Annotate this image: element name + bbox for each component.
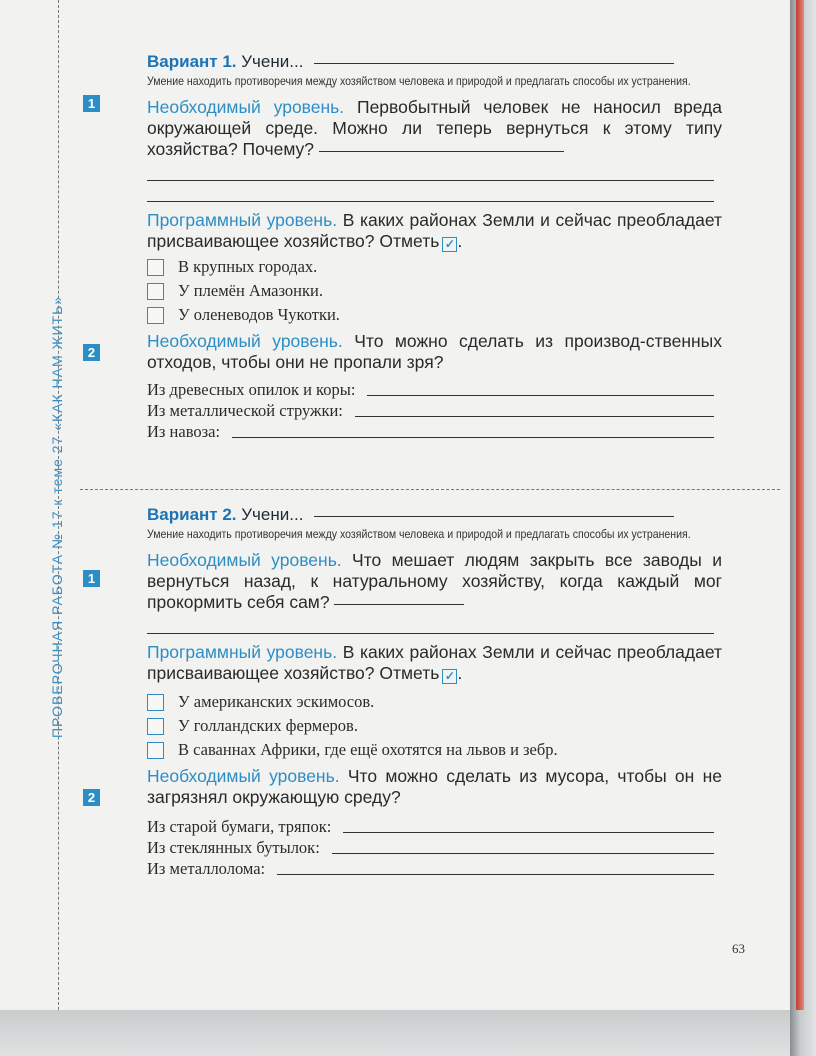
option-item[interactable]	[147, 255, 722, 279]
level-label: Необходимый уровень.	[147, 550, 342, 570]
answer-line[interactable]	[332, 853, 714, 854]
answer-line[interactable]	[355, 416, 714, 417]
answer-label: Из древесных опилок и коры:	[147, 380, 356, 399]
student-name-line[interactable]	[314, 63, 674, 64]
answer-line[interactable]	[147, 181, 714, 202]
variant-header	[147, 505, 722, 525]
option-item[interactable]	[147, 714, 722, 738]
answer-row	[147, 858, 714, 879]
question-text: Что можно сделать из производ-ственных отходов, чтобы они не пропали зря?	[147, 331, 722, 372]
answer-line[interactable]	[367, 395, 714, 396]
answer-label: Из металлической стружки:	[147, 401, 343, 420]
checkmark-icon: ✓	[442, 237, 457, 252]
skill-description: Умение находить противоречия между хозяйством человека и природой и предлагать способы их устранения.	[147, 74, 691, 88]
answer-label: Из навоза:	[147, 422, 221, 441]
question: Программный уровень. В каких районах Земли и сейчас преобладает присваивающее хозяйство? Отметь ✓ .	[147, 642, 722, 683]
page-number: 63	[732, 941, 745, 956]
question	[147, 550, 722, 613]
question-text: Первобытный человек не наносил вреда окружающей среде. Можно ли теперь вернуться к этому типу хозяйства? Почему?	[147, 97, 722, 159]
answer-line[interactable]	[147, 613, 714, 634]
question	[147, 766, 722, 808]
level-label: Необходимый уровень.	[147, 97, 345, 117]
question	[147, 331, 722, 373]
answer-label: Из старой бумаги, тряпок:	[147, 817, 332, 836]
option-item[interactable]	[147, 738, 722, 762]
question	[147, 97, 722, 160]
checkbox[interactable]	[147, 259, 164, 276]
task-number-badge: 1	[83, 95, 100, 112]
answers-list	[147, 379, 714, 442]
answer-row	[147, 400, 714, 421]
question-text: В каких районах Земли и сейчас преобладает присваивающее хозяйство? Отметь	[147, 642, 722, 683]
variant-title: Вариант 1.	[147, 52, 237, 71]
answer-line[interactable]	[343, 832, 714, 833]
level-label: Необходимый уровень.	[147, 766, 340, 786]
checkmark-icon: ✓	[442, 669, 457, 684]
options-list	[147, 690, 722, 762]
option-label: В крупных городах.	[178, 257, 318, 276]
side-label: ПРОВЕРОЧНАЯ РАБОТА № 17 к теме 27 «КАК НАМ ЖИТЬ»	[49, 295, 65, 738]
options-list	[147, 255, 722, 327]
student-name-line[interactable]	[314, 516, 674, 517]
option-item[interactable]	[147, 690, 722, 714]
task-number-badge: 2	[83, 344, 100, 361]
answer-row	[147, 837, 714, 858]
variant-title: Вариант 2.	[147, 505, 237, 524]
answer-label: Из стеклянных бутылок:	[147, 838, 320, 857]
task-number-badge: 2	[83, 789, 100, 806]
task-number-badge: 1	[83, 570, 100, 587]
answer-line[interactable]	[277, 874, 714, 875]
horizontal-cut-line	[80, 489, 780, 490]
cover-edge	[796, 0, 804, 1010]
question: Программный уровень. В каких районах Земли и сейчас преобладает присваивающее хозяйство? Отметь ✓ .	[147, 210, 722, 251]
option-item[interactable]	[147, 303, 722, 327]
checkbox[interactable]	[147, 694, 164, 711]
level-label: Необходимый уровень.	[147, 331, 343, 351]
answers-list	[147, 816, 714, 879]
variant-2	[147, 505, 722, 879]
student-label: Учени...	[241, 505, 304, 524]
answer-line[interactable]	[334, 604, 464, 605]
answer-label: Из металлолома:	[147, 859, 266, 878]
student-label: Учени...	[241, 52, 304, 71]
answer-line[interactable]	[232, 437, 714, 438]
option-item[interactable]	[147, 279, 722, 303]
skill-description: Умение находить противоречия между хозяйством человека и природой и предлагать способы их устранения.	[147, 527, 691, 541]
level-label: Программный уровень.	[147, 642, 338, 662]
option-label: У оленеводов Чукотки.	[178, 305, 340, 324]
answer-row	[147, 421, 714, 442]
option-label: У племён Амазонки.	[178, 281, 323, 300]
option-label: В саваннах Африки, где ещё охотятся на львов и зебр.	[178, 740, 558, 759]
answer-line[interactable]	[319, 151, 564, 152]
variant-header	[147, 52, 722, 72]
option-label: У голландских фермеров.	[178, 716, 358, 735]
question-text: В каких районах Земли и сейчас преобладает присваивающее хозяйство? Отметь	[147, 210, 722, 251]
option-label: У американских эскимосов.	[178, 692, 375, 711]
checkbox[interactable]	[147, 283, 164, 300]
answer-row	[147, 816, 714, 837]
checkbox[interactable]	[147, 742, 164, 759]
answer-row	[147, 379, 714, 400]
page-bottom-edge	[0, 1010, 790, 1056]
question-text: Что мешает людям закрыть все заводы и вернуться назад, к натуральному хозяйству, когда каждый мог прокормить себя сам?	[147, 550, 722, 612]
level-label: Программный уровень.	[147, 210, 338, 230]
checkbox[interactable]	[147, 307, 164, 324]
checkbox[interactable]	[147, 718, 164, 735]
variant-1	[147, 52, 722, 442]
answer-line[interactable]	[147, 160, 714, 181]
question-text: Что можно сделать из мусора, чтобы он не загрязнял окружающую среду?	[147, 766, 722, 807]
